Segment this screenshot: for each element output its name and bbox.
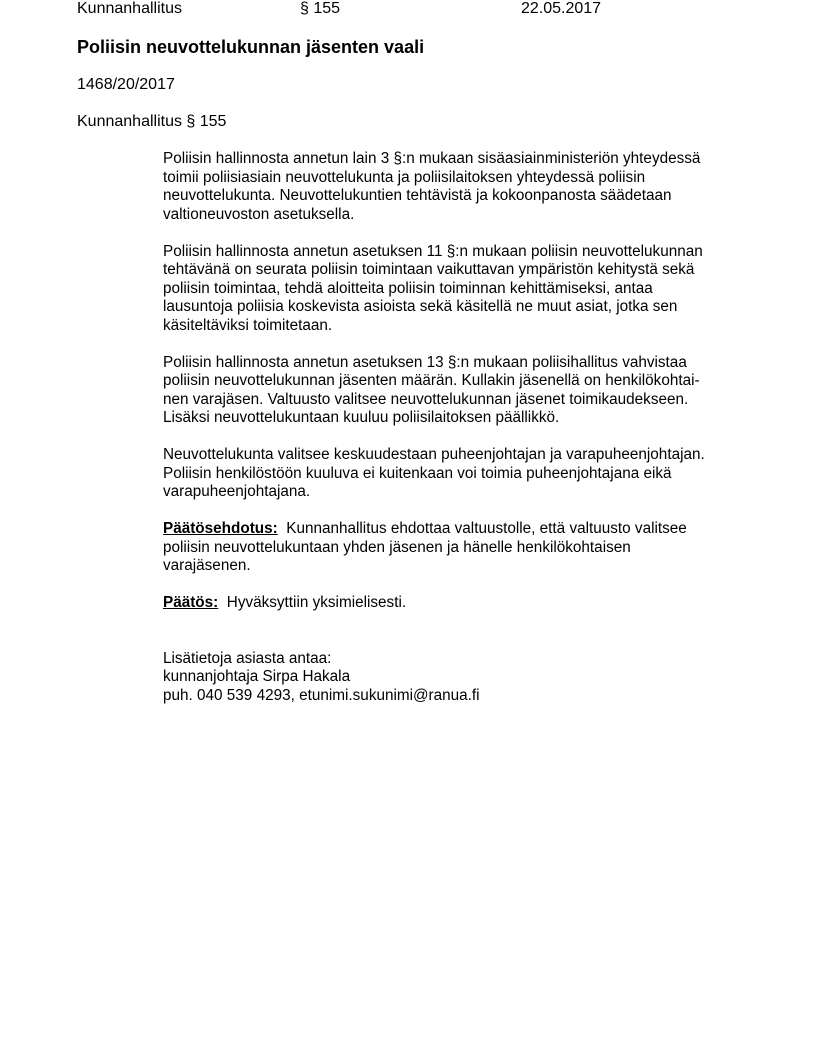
record-number: 1468/20/2017: [77, 76, 175, 93]
paragraph-line: Poliisin henkilöstöön kuuluva ei kuitenkaan voi toimia puheenjohtajana eikä: [163, 464, 672, 482]
meeting-reference: Kunnanhallitus § 155: [77, 113, 227, 130]
paragraph-line: toimii poliisiasiain neuvottelukunta ja poliisilaitoksen yhteydessä poliisin: [163, 168, 646, 186]
contact-intro: Lisätietoja asiasta antaa:: [163, 649, 332, 667]
paragraph-line: lausuntoja poliisia koskevista asioista sekä käsitellä ne muut asiat, jotka sen: [163, 298, 678, 315]
paragraph-line: Poliisin hallinnosta annetun asetuksen 11 §:n mukaan poliisin neuvottelukunnan: [163, 242, 703, 260]
paragraph-1: [163, 150, 743, 224]
proposal-label: Päätösehdotus:: [163, 520, 278, 537]
contact-name: kunnanjohtaja Sirpa Hakala: [163, 668, 351, 685]
paragraph-line: Poliisin hallinnosta annetun asetuksen 13 §:n mukaan poliisihallitus vahvistaa: [163, 353, 687, 371]
paragraph-line: Lisäksi neuvottelukuntaan kuuluu poliisilaitoksen päällikkö.: [163, 409, 560, 426]
contact-block: [163, 650, 743, 706]
decision-line: [163, 594, 743, 613]
spacer: [163, 631, 743, 650]
proposal-text: Kunnanhallitus ehdottaa valtuustolle, että valtuusto valitsee: [286, 520, 687, 537]
paragraph-line: poliisin toimintaa, tehdä aloitteita poliisin toiminnan kehittämiseksi, antaa: [163, 279, 653, 297]
document-body: [163, 150, 743, 724]
document-header: [77, 0, 777, 18]
paragraph-3: [163, 354, 743, 428]
paragraph-line: Poliisin hallinnosta annetun lain 3 §:n mukaan sisäasiainministeriön yhteydessä: [163, 150, 701, 167]
paragraph-line: nen varajäsen. Valtuusto valitsee neuvottelukunnan jäsenet toimikaudekseen.: [163, 390, 689, 408]
paragraph-line: varapuheenjohtajana.: [163, 483, 311, 500]
page-title: Poliisin neuvottelukunnan jäsenten vaali: [77, 37, 425, 57]
decision-text: Hyväksyttiin yksimielisesti.: [226, 594, 407, 611]
paragraph-line: neuvottelukunta. Neuvottelukuntien tehtävistä ja kokoonpanosta säädetaan: [163, 187, 672, 204]
paragraph-line: käsiteltäviksi toimitetaan.: [163, 316, 333, 334]
paragraph-4: [163, 446, 743, 502]
decision-paragraph: [163, 594, 743, 613]
paragraph-line: varajäsenen.: [163, 557, 251, 574]
paragraph-line: tehtävänä on seurata poliisin toimintaan vaikuttavan ympäristön kehitystä sekä: [163, 261, 695, 278]
header-date: 22.05.2017: [521, 0, 602, 17]
proposal-paragraph: [163, 520, 743, 576]
header-organization: Kunnanhallitus: [77, 0, 182, 17]
paragraph-line: poliisin neuvottelukuntaan yhden jäsenen ja hänelle henkilökohtaisen: [163, 538, 631, 556]
contact-phone-email: puh. 040 539 4293, etunimi.sukunimi@ranua.fi: [163, 686, 480, 704]
proposal-first-line: [163, 520, 743, 539]
header-section: § 155: [300, 0, 341, 17]
paragraph-line: poliisin neuvottelukunnan jäsenten määrän. Kullakin jäsenellä on henkilökohtai-: [163, 372, 700, 389]
paragraph-2: [163, 243, 743, 336]
paragraph-line: valtioneuvoston asetuksella.: [163, 205, 355, 223]
paragraph-line: Neuvottelukunta valitsee keskuudestaan puheenjohtajan ja varapuheenjohtajan.: [163, 446, 705, 463]
decision-label: Päätös:: [163, 594, 219, 611]
